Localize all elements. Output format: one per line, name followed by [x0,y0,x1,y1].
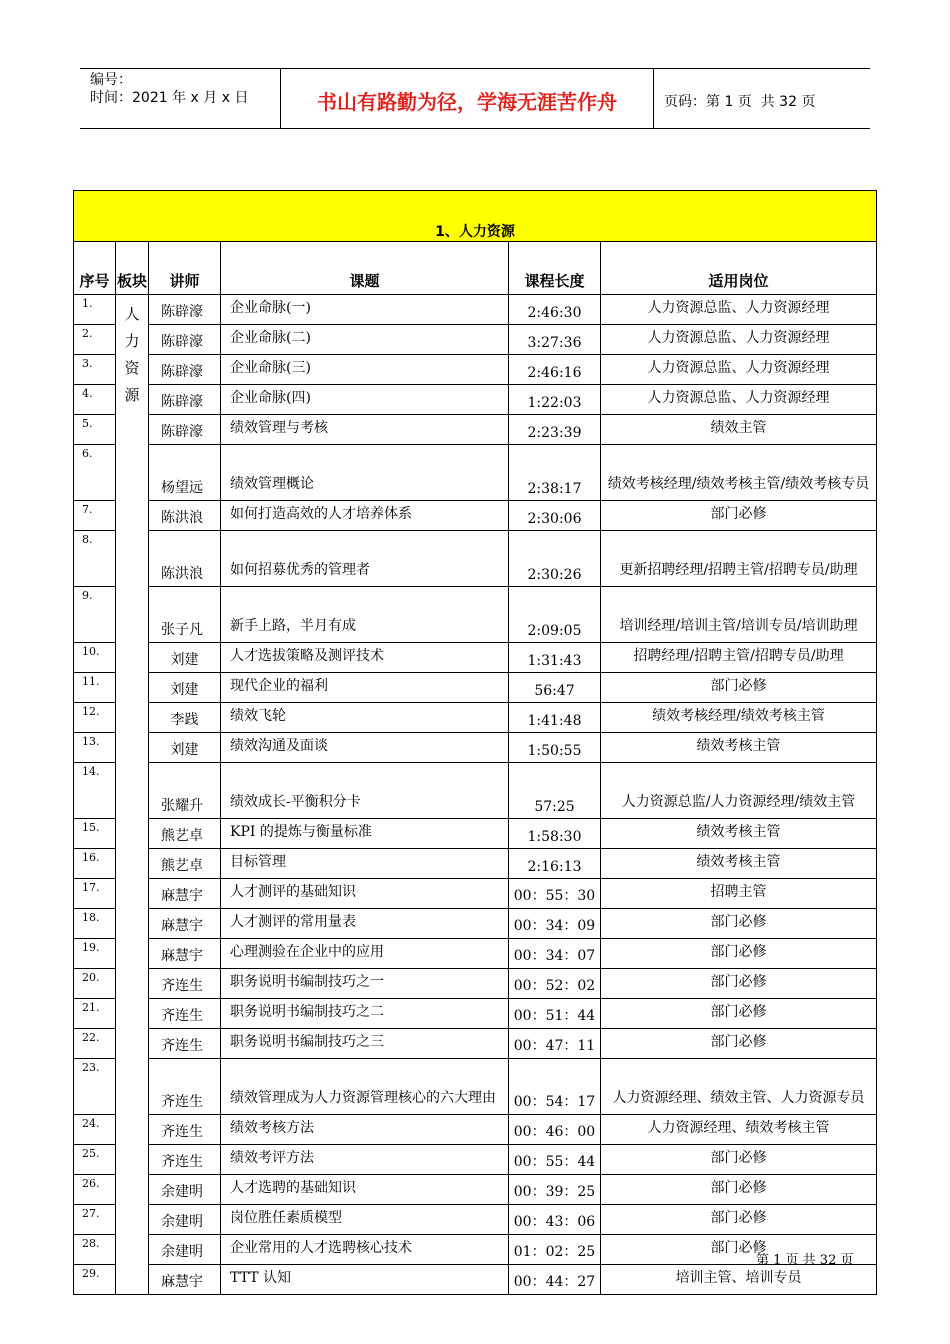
duration-cell: 00：54：17 [509,1059,601,1115]
motto: 书山有路勤为径，学海无涯苦作舟 [281,69,654,128]
header-duration: 课程长度 [509,242,601,295]
header-block: 板块 [116,242,149,295]
lecturer-cell: 麻慧宇 [149,909,221,939]
duration-cell: 1:50:55 [509,733,601,763]
table-row [74,763,877,819]
post-cell: 部门必修 [601,1235,877,1265]
header-topic: 课题 [221,242,509,295]
post-cell: 人力资源经理、绩效考核主管 [601,1115,877,1145]
lecturer-cell: 齐连生 [149,1145,221,1175]
post-cell: 部门必修 [601,909,877,939]
table-row [74,643,877,673]
post-cell: 人力资源总监、人力资源经理 [601,325,877,355]
duration-cell: 2:09:05 [509,587,601,643]
lecturer-cell: 麻慧宇 [149,939,221,969]
post-cell: 培训经理/培训主管/培训专员/培训助理 [601,587,877,643]
table-title-row [74,191,877,242]
duration-cell: 00：46：00 [509,1115,601,1145]
duration-cell: 57:25 [509,763,601,819]
topic-cell: 职务说明书编制技巧之二 [221,999,509,1029]
lecturer-cell: 陈辟濠 [149,355,221,385]
row-number: 8. [74,531,116,587]
topic-cell: 绩效飞轮 [221,703,509,733]
post-cell: 部门必修 [601,939,877,969]
post-cell: 人力资源总监、人力资源经理 [601,295,877,325]
header-lecturer: 讲师 [149,242,221,295]
topic-cell: 绩效管理概论 [221,445,509,501]
table-row [74,703,877,733]
row-number: 2. [74,325,116,355]
lecturer-cell: 刘建 [149,673,221,703]
duration-cell: 1:31:43 [509,643,601,673]
course-table [73,190,877,1295]
table-row [74,879,877,909]
header-no: 序号 [74,242,116,295]
row-number: 3. [74,355,116,385]
post-cell: 招聘经理/招聘主管/招聘专员/助理 [601,643,877,673]
table-row [74,999,877,1029]
row-number: 14. [74,763,116,819]
duration-cell: 00：34：09 [509,909,601,939]
topic-cell: 企业命脉(二) [221,325,509,355]
row-number: 10. [74,643,116,673]
lecturer-cell: 余建明 [149,1175,221,1205]
row-number: 29. [74,1265,116,1295]
post-cell: 绩效考核经理/绩效考核主管/绩效考核专员 [601,445,877,501]
lecturer-cell: 刘建 [149,733,221,763]
topic-cell: 如何打造高效的人才培养体系 [221,501,509,531]
topic-cell: 新手上路，半月有成 [221,587,509,643]
topic-cell: 人才选聘的基础知识 [221,1175,509,1205]
lecturer-cell: 刘建 [149,643,221,673]
row-number: 16. [74,849,116,879]
duration-cell: 00：47：11 [509,1029,601,1059]
duration-cell: 00：55：30 [509,879,601,909]
lecturer-cell: 陈洪浪 [149,501,221,531]
topic-cell: 企业命脉(四) [221,385,509,415]
table-row [74,1175,877,1205]
table-row [74,1205,877,1235]
post-cell: 绩效考核主管 [601,849,877,879]
duration-cell: 2:30:06 [509,501,601,531]
topic-cell: 企业常用的人才选聘核心技术 [221,1235,509,1265]
duration-cell: 00：34：07 [509,939,601,969]
lecturer-cell: 麻慧宇 [149,1265,221,1295]
lecturer-cell: 齐连生 [149,1029,221,1059]
post-cell: 部门必修 [601,1029,877,1059]
page-footer: 第 1 页 共 32 页 [756,1253,854,1268]
duration-cell: 2:23:39 [509,415,601,445]
row-number: 12. [74,703,116,733]
topic-cell: TTT 认知 [221,1265,509,1295]
table-row [74,969,877,999]
row-number: 23. [74,1059,116,1115]
duration-cell: 00：55：44 [509,1145,601,1175]
header-page-info [654,69,870,128]
duration-cell: 2:30:26 [509,531,601,587]
post-cell: 人力资源总监、人力资源经理 [601,385,877,415]
post-cell: 绩效主管 [601,415,877,445]
duration-cell: 56:47 [509,673,601,703]
table-row [74,1059,877,1115]
row-number: 15. [74,819,116,849]
post-cell: 人力资源经理、绩效主管、人力资源专员 [601,1059,877,1115]
row-number: 27. [74,1205,116,1235]
page-header [80,68,870,129]
row-number: 22. [74,1029,116,1059]
row-number: 18. [74,909,116,939]
row-number: 1. [74,295,116,325]
row-number: 6. [74,445,116,501]
post-cell: 部门必修 [601,501,877,531]
row-number: 24. [74,1115,116,1145]
topic-cell: 企业命脉(三) [221,355,509,385]
row-number: 25. [74,1145,116,1175]
post-cell: 部门必修 [601,673,877,703]
duration-cell: 2:38:17 [509,445,601,501]
duration-cell: 00：39：25 [509,1175,601,1205]
row-number: 11. [74,673,116,703]
table-header-row [74,242,877,295]
duration-cell: 00：44：27 [509,1265,601,1295]
topic-cell: 绩效考评方法 [221,1145,509,1175]
duration-cell: 2:16:13 [509,849,601,879]
table-row [74,673,877,703]
lecturer-cell: 齐连生 [149,1115,221,1145]
code-label: 编号： [90,72,132,88]
block-name: 人力资源 [124,305,140,404]
topic-cell: 人才选拔策略及测评技术 [221,643,509,673]
post-cell: 部门必修 [601,969,877,999]
lecturer-cell: 齐连生 [149,999,221,1029]
topic-cell: 绩效成长-平衡积分卡 [221,763,509,819]
row-number: 9. [74,587,116,643]
topic-cell: 职务说明书编制技巧之一 [221,969,509,999]
lecturer-cell: 陈辟濠 [149,295,221,325]
table-row [74,587,877,643]
topic-cell: 绩效沟通及面谈 [221,733,509,763]
table-row [74,501,877,531]
lecturer-cell: 陈辟濠 [149,325,221,355]
table-row [74,531,877,587]
duration-cell: 2:46:16 [509,355,601,385]
post-cell: 培训主管、培训专员 [601,1265,877,1295]
lecturer-cell: 麻慧宇 [149,879,221,909]
lecturer-cell: 熊艺卓 [149,819,221,849]
table-row [74,849,877,879]
lecturer-cell: 张子凡 [149,587,221,643]
lecturer-cell: 陈辟濠 [149,385,221,415]
topic-cell: 人才测评的常用量表 [221,909,509,939]
block-cell [116,295,149,1295]
table-title: 1、人力资源 [74,191,877,242]
row-number: 21. [74,999,116,1029]
topic-cell: 绩效管理成为人力资源管理核心的六大理由 [221,1059,509,1115]
header-post: 适用岗位 [601,242,877,295]
table-row [74,1265,877,1295]
lecturer-cell: 张耀升 [149,763,221,819]
topic-cell: 如何招募优秀的管理者 [221,531,509,587]
table-row [74,355,877,385]
post-cell: 绩效考核主管 [601,733,877,763]
topic-cell: 绩效考核方法 [221,1115,509,1145]
table-row [74,445,877,501]
topic-cell: 绩效管理与考核 [221,415,509,445]
row-number: 28. [74,1235,116,1265]
post-cell: 部门必修 [601,1175,877,1205]
table-row [74,819,877,849]
duration-cell: 00：51：44 [509,999,601,1029]
duration-cell: 3:27:36 [509,325,601,355]
duration-cell: 00：52：02 [509,969,601,999]
row-number: 19. [74,939,116,969]
table-row [74,1029,877,1059]
header-page-label: 页码：第 1 页 共 32 页 [664,93,816,110]
table-row [74,909,877,939]
topic-cell: 岗位胜任素质模型 [221,1205,509,1235]
lecturer-cell: 熊艺卓 [149,849,221,879]
table-row [74,939,877,969]
lecturer-cell: 齐连生 [149,1059,221,1115]
post-cell: 更新招聘经理/招聘主管/招聘专员/助理 [601,531,877,587]
row-number: 7. [74,501,116,531]
topic-cell: 企业命脉(一) [221,295,509,325]
row-number: 13. [74,733,116,763]
post-cell: 部门必修 [601,1205,877,1235]
time-label: 时间：2021 年 x 月 x 日 [90,90,249,106]
duration-cell: 01：02：25 [509,1235,601,1265]
table-row [74,415,877,445]
post-cell: 绩效考核主管 [601,819,877,849]
duration-cell: 2:46:30 [509,295,601,325]
lecturer-cell: 余建明 [149,1205,221,1235]
row-number: 4. [74,385,116,415]
lecturer-cell: 齐连生 [149,969,221,999]
lecturer-cell: 余建明 [149,1235,221,1265]
post-cell: 部门必修 [601,1145,877,1175]
post-cell: 绩效考核经理/绩效考核主管 [601,703,877,733]
post-cell: 人力资源总监、人力资源经理 [601,355,877,385]
duration-cell: 00：43：06 [509,1205,601,1235]
post-cell: 招聘主管 [601,879,877,909]
lecturer-cell: 杨望远 [149,445,221,501]
table-row [74,1145,877,1175]
lecturer-cell: 陈辟濠 [149,415,221,445]
row-number: 26. [74,1175,116,1205]
table-row [74,325,877,355]
table-row [74,1115,877,1145]
table-row [74,733,877,763]
lecturer-cell: 陈洪浪 [149,531,221,587]
post-cell: 部门必修 [601,999,877,1029]
topic-cell: 职务说明书编制技巧之三 [221,1029,509,1059]
row-number: 17. [74,879,116,909]
topic-cell: 人才测评的基础知识 [221,879,509,909]
topic-cell: 现代企业的福利 [221,673,509,703]
duration-cell: 1:58:30 [509,819,601,849]
row-number: 20. [74,969,116,999]
lecturer-cell: 李践 [149,703,221,733]
topic-cell: KPI 的提炼与衡量标准 [221,819,509,849]
table-row [74,385,877,415]
header-meta [80,69,281,128]
table-row [74,295,877,325]
topic-cell: 目标管理 [221,849,509,879]
duration-cell: 1:22:03 [509,385,601,415]
post-cell: 人力资源总监/人力资源经理/绩效主管 [601,763,877,819]
row-number: 5. [74,415,116,445]
topic-cell: 心理测验在企业中的应用 [221,939,509,969]
duration-cell: 1:41:48 [509,703,601,733]
